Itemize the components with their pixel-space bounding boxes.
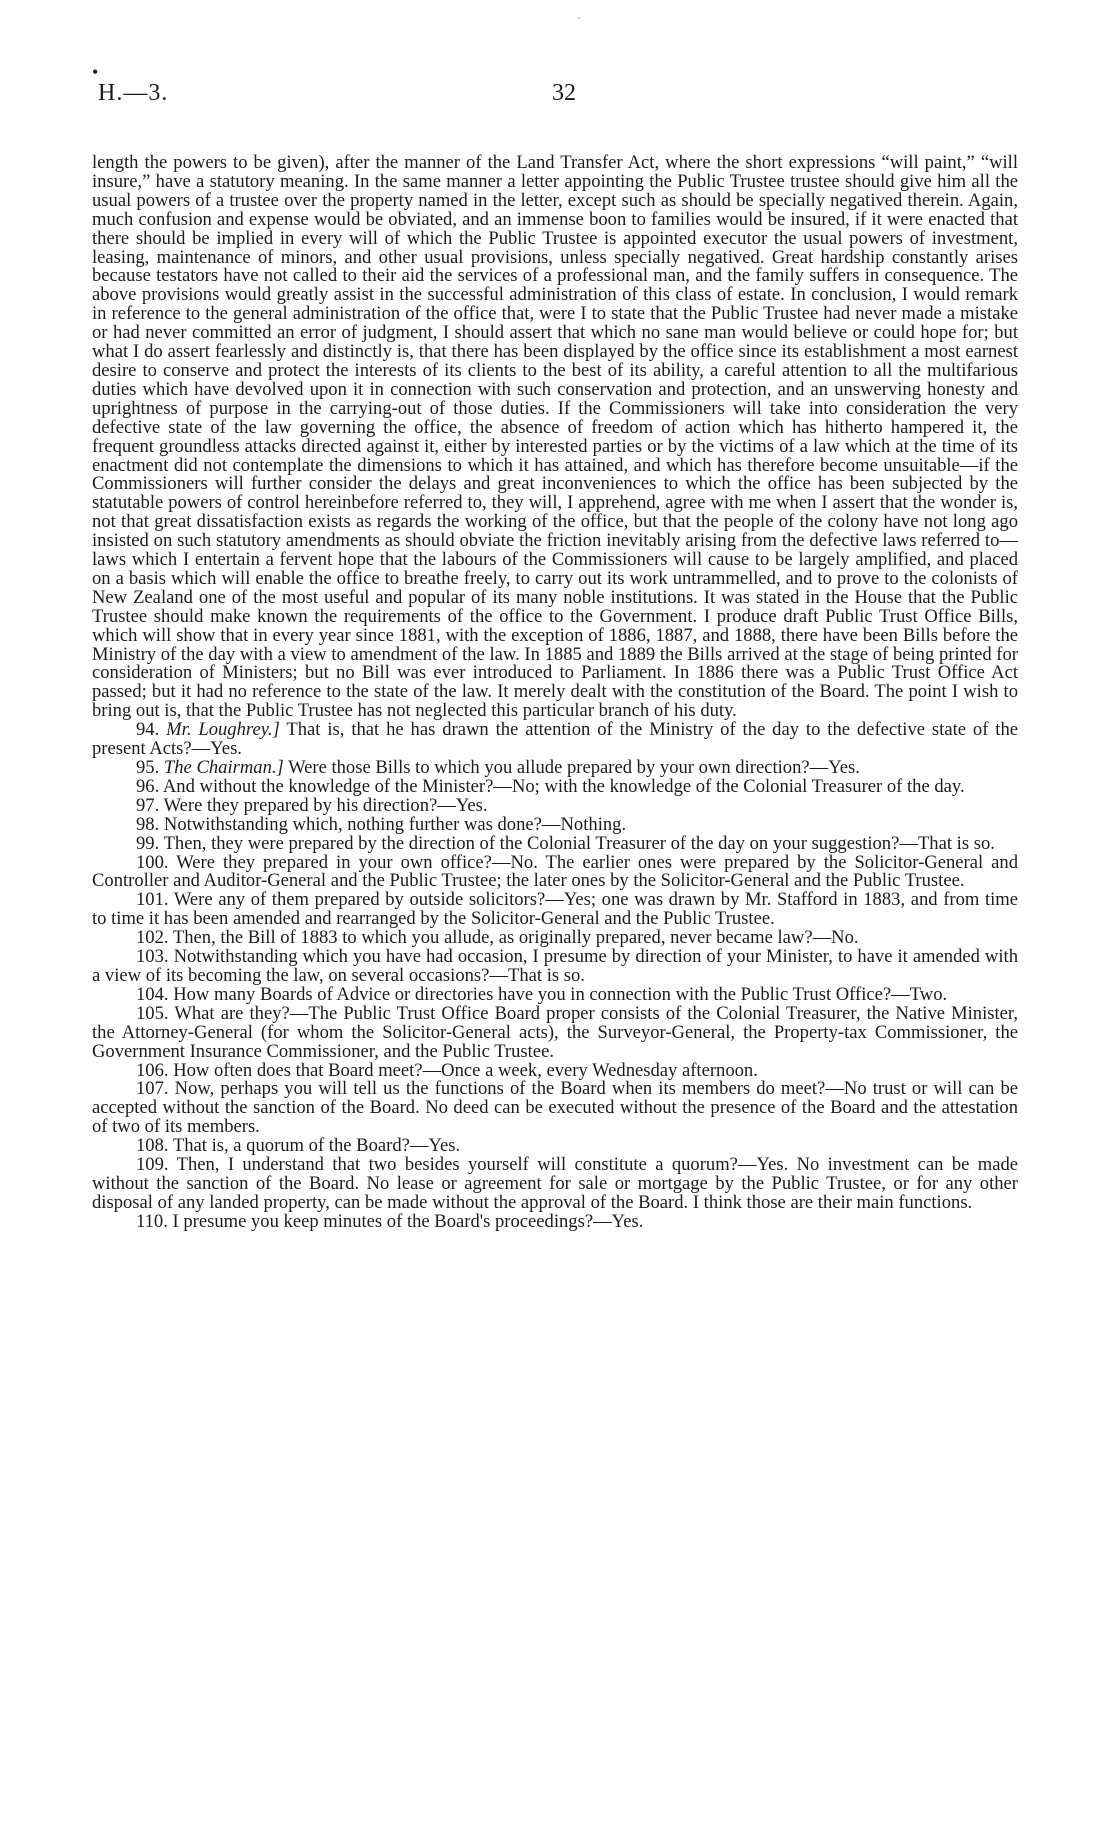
question-number: 100. <box>136 851 169 873</box>
question-109 <box>92 1156 1018 1213</box>
question-text: Were those Bills to which you allude prepared by your own direction?—Yes. <box>288 757 860 778</box>
page-header <box>92 62 1018 120</box>
question-text: I presume you keep minutes of the Board's proceedings?—Yes. <box>172 1210 644 1232</box>
top-mark: - <box>577 10 581 24</box>
question-number: 96. <box>136 775 160 797</box>
speaker: Mr. Loughrey.] <box>166 719 280 741</box>
speaker: The Chairman.] <box>163 757 284 778</box>
page-number: 32 <box>552 80 576 106</box>
question-number: 97. <box>136 794 160 816</box>
ink-dot-mark: • <box>92 62 99 82</box>
question-text: Notwithstanding which, nothing further was done?—Nothing. <box>163 813 627 835</box>
question-text: Then, the Bill of 1883 to which you allude, as originally prepared, never became law?—No. <box>172 927 859 949</box>
question-text: Were they prepared by his direction?—Yes. <box>163 794 488 816</box>
question-number: 102. <box>136 927 169 949</box>
question-105 <box>92 1002 1019 1062</box>
paragraph <box>92 154 1018 721</box>
paragraph-text: length the powers to be given), after the manner of the Land Transfer Act, where the short expressions “will paint,” “will insure,” have a statutory meaning. In the same manner a letter appointing the Public Trustee trustee should give him all the usual powers of a trustee over the property named in the letter, except such as should be specially negatived therein. Again, much confusion and expense would be obviated, and an immense boon to families would be insured, if it were enacted that there should be implied in every will of which the Public Trustee is appointed executor the usual powers of investment, leasing, maintenance of minors, and other usual provisions, unless specially negatived. Great hardship constantly arises because testators have not called to their aid the services of a professional man, and the family suffers in consequence. The above provisions would greatly assist in the successful administration of this class of estate. In conclusion, I would remark in reference to the general administration of the office that, were I to state that the Public Trustee had never made a mistake or had never committed an error of judgment, I should assert that which no sane man would believe or could hope for; but what I do assert fearlessly and distinctly is, that there has been displayed by the office since its establishment a most earnest desire to conserve and protect the interests of its clients to the best of its ability, a careful attention to all the multifarious duties which have devolved upon it in connection with such conservation and protection, and an unswerving honesty and uprightness of purpose in the carrying-out of those duties. If the Commissioners will take into consideration the very defective state of the law governing the office, the absence of freedom of action which has hitherto hampered it, the frequent groundless attacks directed against it, either by interested parties or by the victims of a law which at the time of its enactment did not contemplate the dimensions to which it has attained, and which has therefore become unsuitable—if the Commissioners will further consider the delays and great inconveniences to which the office has been subjected by the statutable powers of control hereinbefore referred to, they will, I apprehend, agree with me when I assert that the wonder is, not that great dissatisfaction exists as regards the working of the office, but that the people of the colony have not long ago insisted on such statutory amendments as should obviate the friction inevitably arising from the defective laws referred to—laws which I entertain a fervent hope that the labours of the Commissioners will cause to be largely amplified, and placed on a basis which will enable the office to breathe freely, to carry out its work untrammelled, and to prove to the colonists of New Zealand one of the most useful and popular of its many noble institutions. It was stated in the House that the Public Trustee should make known the requirements of the office to the Government. I produce draft Public Trust Office Bills, which will show that in every year since 1881, with the exception of 1886, 1887, and 1888, there have been Bills before the Ministry of the day with a view to amendment of the law. In 1885 and 1889 the Bills arrived at the stage of being printed for consideration of Ministers; but no Bill was ever introduced to Parliament. In 1886 there was a Public Trust Office Act passed; but it had no reference to the state of the law. It merely dealt with the constitution of the Board. The point I wish to bring out is, that the Public Trustee has not neglected this particular branch of his duty. <box>92 152 1018 722</box>
question-110 <box>92 1210 1018 1232</box>
question-text: How many Boards of Advice or directories have you in connection with the Public Trust Office?—Two. <box>173 983 948 1005</box>
question-103 <box>92 948 1018 986</box>
question-101 <box>92 891 1018 929</box>
question-107 <box>92 1080 1018 1137</box>
question-number: 104. <box>136 983 169 1005</box>
question-text: How often does that Board meet?—Once a week, every Wednesday afternoon. <box>173 1059 758 1081</box>
document-body <box>92 154 1018 1232</box>
question-text: That is, that he has drawn the attention of the Ministry of the day to the defective state of the present Acts?—Yes. <box>92 719 1019 760</box>
question-number: 98. <box>136 813 160 835</box>
question-number: 94. <box>136 719 160 741</box>
question-text: That is, a quorum of the Board?—Yes. <box>172 1135 461 1157</box>
question-number: 106. <box>136 1059 169 1081</box>
question-number: 101. <box>136 889 169 911</box>
question-text: Then, I understand that two besides yourself will constitute a quorum?—Yes. No investment can be made without the sanction of the Board. No lease or agreement for sale or mortgage by the Public Trustee, or for any other disposal of any landed property, can be made without the approval of the Board. I think those are their main functions. <box>92 1154 1018 1213</box>
question-text: And without the knowledge of the Minister?—No; with the knowledge of the Colonial Treasurer of the day. <box>162 775 965 797</box>
question-text: Then, they were prepared by the direction of the Colonial Treasurer of the day on your suggestion?—That is so. <box>163 832 995 854</box>
question-100 <box>92 851 1018 892</box>
question-94 <box>92 721 1018 759</box>
question-number: 108. <box>136 1135 169 1157</box>
question-text: Were they prepared in your own office?—No. The earlier ones were prepared by the Solicitor-General and Controller and Auditor-General and the Public Trustee; the later ones by the Solicitor-General and the Public Trustee. <box>92 851 1018 892</box>
question-number: 107. <box>136 1078 169 1100</box>
question-number: 103. <box>136 946 169 968</box>
question-text: Now, perhaps you will tell us the functions of the Board when its members do meet?—No trust or will can be accepted without the sanction of the Board. No deed can be executed without the presence of the Board and the attestation of two of its members. <box>92 1078 1018 1138</box>
question-text: What are they?—The Public Trust Office Board proper consists of the Colonial Treasurer, the Native Minister, the Attorney-General (for whom the Solicitor-General acts), the Surveyor-General, the Property-tax Commissioner, the Government Insurance Commissioner, and the Public Trustee. <box>92 1002 1019 1062</box>
question-text: Notwithstanding which you have had occasion, I presume by direction of your Minister, to have it amended with a view of its becoming the law, on several occasions?—That is so. <box>92 946 1018 986</box>
question-number: 95. <box>136 757 160 778</box>
question-number: 99. <box>136 832 160 854</box>
question-number: 110. <box>136 1210 168 1232</box>
document-reference: H.—3. <box>98 80 169 106</box>
question-number: 105. <box>136 1002 169 1024</box>
question-text: Were any of them prepared by outside solicitors?—Yes; one was drawn by Mr. Stafford in 1883, and from time to time it has been amended and rearranged by the Solicitor-General and the Public Trustee. <box>92 889 1019 930</box>
question-number: 109. <box>136 1154 169 1176</box>
